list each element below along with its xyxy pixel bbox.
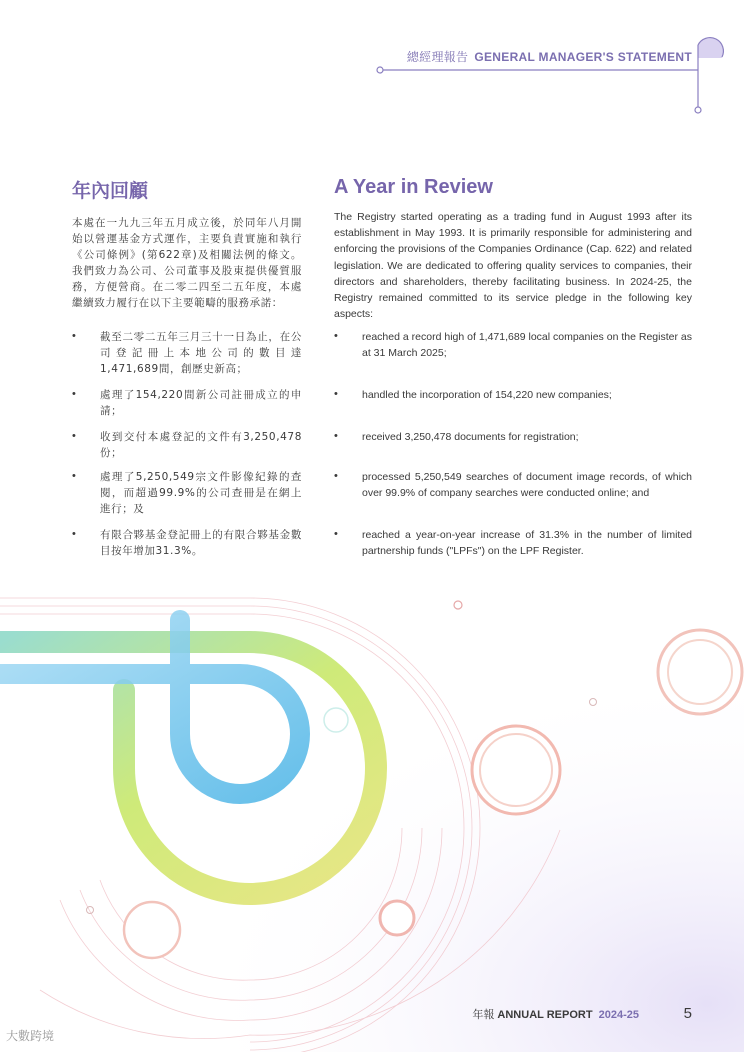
footer-en: ANNUAL REPORT [497,1009,593,1021]
english-column [334,176,692,557]
intro-en: The Registry started operating as a trading fund in August 1993 after its establishment in May 1993. It is primarily responsible for administering and enforcing the provisions of the Companies Ordinance (Cap. 622) and related legislation. We are dedicated to offering quality services to companies, their directors and shareholders, thereby facilitating business. In 2024-25, the Registry remained committed to its service pledge in the following key aspects: [334,211,692,321]
bullet-text: reached a year-on-year increase of 31.3% in the number of limited partnership funds ("LPFs") on the LPF Register. [362,529,692,557]
page-number: 5 [683,1005,692,1022]
list-item [334,430,692,446]
list-item [334,388,692,404]
bullet-icon: • [72,430,76,442]
bullet-text: reached a record high of 1,471,689 local companies on the Register as at 31 March 2025; [362,331,692,359]
bullet-icon: • [72,330,76,342]
bullet-icon: • [334,430,338,442]
intro-zh: 本處在一九九三年五月成立後，於同年八月開始以營運基金方式運作，主要負責實施和執行《公司條例》(第622章)及相關法例的條文。我們致力為公司、公司董事及股東提供優質服務，方便營商。在二零二四至二五年度，本處繼續致力履行在以下主要範疇的服務承諾： [72,217,302,309]
bullet-text: 收到交付本處登記的文件有3,250,478份； [100,431,302,459]
bullet-text: 有限合夥基金登記冊上的有限合夥基金數目按年增加31.3%。 [100,529,302,557]
bullet-icon: • [334,470,338,482]
footer-year: 2024-25 [598,1009,639,1021]
header-decoration [0,0,744,130]
list-item [334,528,692,560]
bullet-icon: • [72,528,76,540]
list-item [72,388,302,420]
bullet-text: 處理了154,220間新公司註冊成立的申請； [100,389,302,417]
watermark: 大數跨境 [6,1029,55,1043]
header-en: GENERAL MANAGER'S STATEMENT [474,50,692,64]
title-zh: 年內回顧 [72,180,149,202]
bullet-text: 截至二零二五年三月三十一日為止，在公司登記冊上本地公司的數目達1,471,689間，創歷史新高； [100,331,302,375]
footer-report-label [472,1006,639,1022]
list-item [72,430,302,462]
bullet-icon: • [72,470,76,482]
section-header [407,48,692,65]
bullet-text: received 3,250,478 documents for registration; [362,431,579,443]
decorative-artwork [0,570,744,1052]
bullet-text: handled the incorporation of 154,220 new companies; [362,389,612,401]
header-zh: 總經理報告 [406,50,469,64]
bullet-icon: • [334,388,338,400]
list-item [72,330,302,377]
list-item [72,470,302,517]
list-item [72,528,302,560]
bullet-text: 處理了5,250,549宗文件影像紀錄的查閱，而超過99.9%的公司查冊是在網上進行；及 [100,471,302,515]
footer-zh: 年報 [472,1008,495,1021]
title-en: A Year in Review [334,176,493,198]
chinese-column [72,176,302,557]
bullet-icon: • [72,388,76,400]
list-item [334,470,692,502]
list-item [334,330,692,362]
bullet-icon: • [334,330,338,342]
bullet-icon: • [334,528,338,540]
bullet-text: processed 5,250,549 searches of document image records, of which over 99.9% of company searches were conducted online; and [362,471,692,499]
